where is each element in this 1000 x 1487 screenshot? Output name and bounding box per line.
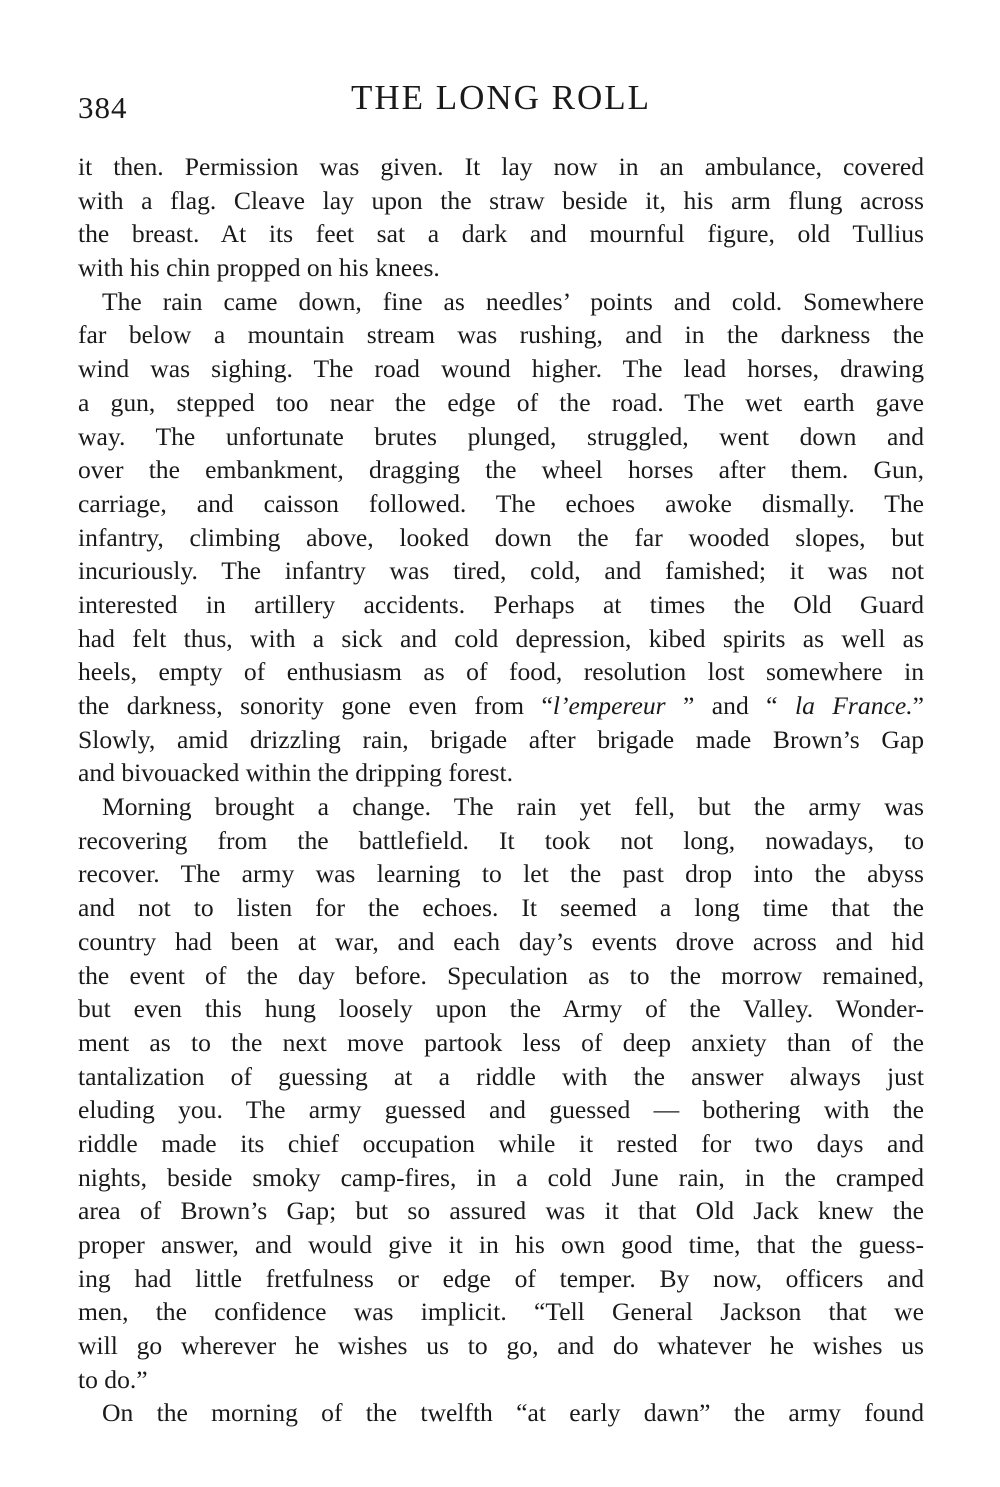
text-line: the event of the day before. Speculation as to the morrow remained,	[78, 960, 924, 990]
text-line: interested in artillery accidents. Perhaps at times the Old Guard	[78, 589, 924, 619]
text-line: ment as to the next move partook less of deep anxiety than of the	[78, 1027, 924, 1057]
text-line: riddle made its chief occupation while it rested for two days and	[78, 1128, 924, 1158]
paragraph	[78, 790, 924, 1396]
text-line: carriage, and caisson followed. The echoes awoke dismally. The	[78, 488, 924, 518]
text-line: it then. Permission was given. It lay now in an ambulance, covered	[78, 152, 924, 181]
text-line: proper answer, and would give it in his own good time, that the guess-	[78, 1230, 924, 1259]
text-line: incuriously. The infantry was tired, cold, and famished; it was not	[78, 556, 924, 586]
text-line: country had been at war, and each day’s events drove across and hid	[78, 926, 924, 956]
text-line: far below a mountain stream was rushing, and in the darkness the	[78, 320, 924, 350]
paragraph	[78, 285, 924, 790]
text-line: tantalization of guessing at a riddle with the answer always just	[78, 1061, 924, 1091]
text-line: a gun, stepped too near the edge of the road. The wet earth gave	[78, 387, 924, 417]
text-segment: the darkness, sonority gone even from “	[78, 691, 553, 720]
paragraph	[78, 1396, 924, 1430]
text-line: the breast. At its feet sat a dark and mournful figure, old Tullius	[78, 219, 924, 249]
text-line: and bivouacked within the dripping forest.	[78, 758, 513, 788]
text-segment: ”	[912, 691, 924, 720]
text-line: ing had little fretfulness or edge of temper. By now, officers and	[78, 1263, 924, 1293]
text-line: had felt thus, with a sick and cold depression, kibed spirits as well as	[78, 623, 924, 653]
text-line: over the embankment, dragging the wheel horses after them. Gun,	[78, 455, 924, 485]
text-line: but even this hung loosely upon the Army of the Valley. Wonder-	[78, 994, 924, 1024]
text-line: with a flag. Cleave lay upon the straw beside it, his arm flung across	[78, 185, 924, 215]
body-text	[78, 150, 924, 1430]
text-line: with his chin propped on his knees.	[78, 253, 440, 283]
text-segment: ” and “	[665, 691, 795, 720]
text-line: men, the confidence was implicit. “Tell General Jackson that we	[78, 1297, 924, 1327]
text-line: The rain came down, fine as needles’ points and cold. Somewhere	[102, 286, 924, 316]
text-line: recovering from the battlefield. It took not long, nowadays, to	[78, 825, 924, 855]
page-header	[78, 78, 924, 138]
text-line: wind was sighing. The road wound higher. The lead horses, drawing	[78, 354, 924, 384]
italic-phrase: la France.	[794, 691, 913, 720]
paragraph	[78, 150, 924, 285]
text-line: area of Brown’s Gap; but so assured was it that Old Jack knew the	[78, 1196, 924, 1226]
text-line: eluding you. The army guessed and guessed — bothering with the	[78, 1095, 924, 1125]
text-line: On the morning of the twelfth “at early dawn” the army found	[102, 1398, 924, 1428]
text-line: to do.”	[78, 1364, 148, 1394]
text-line: Morning brought a change. The rain yet fell, but the army was	[102, 792, 924, 822]
text-line: and not to listen for the echoes. It seemed a long time that the	[78, 893, 924, 923]
text-line: will go wherever he wishes us to go, and do whatever he wishes us	[78, 1331, 924, 1361]
text-line: Slowly, amid drizzling rain, brigade after brigade made Brown’s Gap	[78, 724, 924, 754]
text-line: infantry, climbing above, looked down the far wooded slopes, but	[78, 522, 924, 552]
text-line: way. The unfortunate brutes plunged, struggled, went down and	[78, 421, 924, 451]
running-title: THE LONG ROLL	[350, 78, 652, 117]
italic-phrase: l’empereur	[552, 691, 666, 720]
text-line: nights, beside smoky camp-fires, in a cold June rain, in the cramped	[78, 1162, 924, 1192]
page-number: 384	[78, 90, 128, 125]
text-line: recover. The army was learning to let the past drop into the abyss	[78, 859, 924, 889]
text-line-with-italics	[78, 689, 924, 723]
text-line: heels, empty of enthusiasm as of food, resolution lost somewhere in	[78, 657, 924, 687]
